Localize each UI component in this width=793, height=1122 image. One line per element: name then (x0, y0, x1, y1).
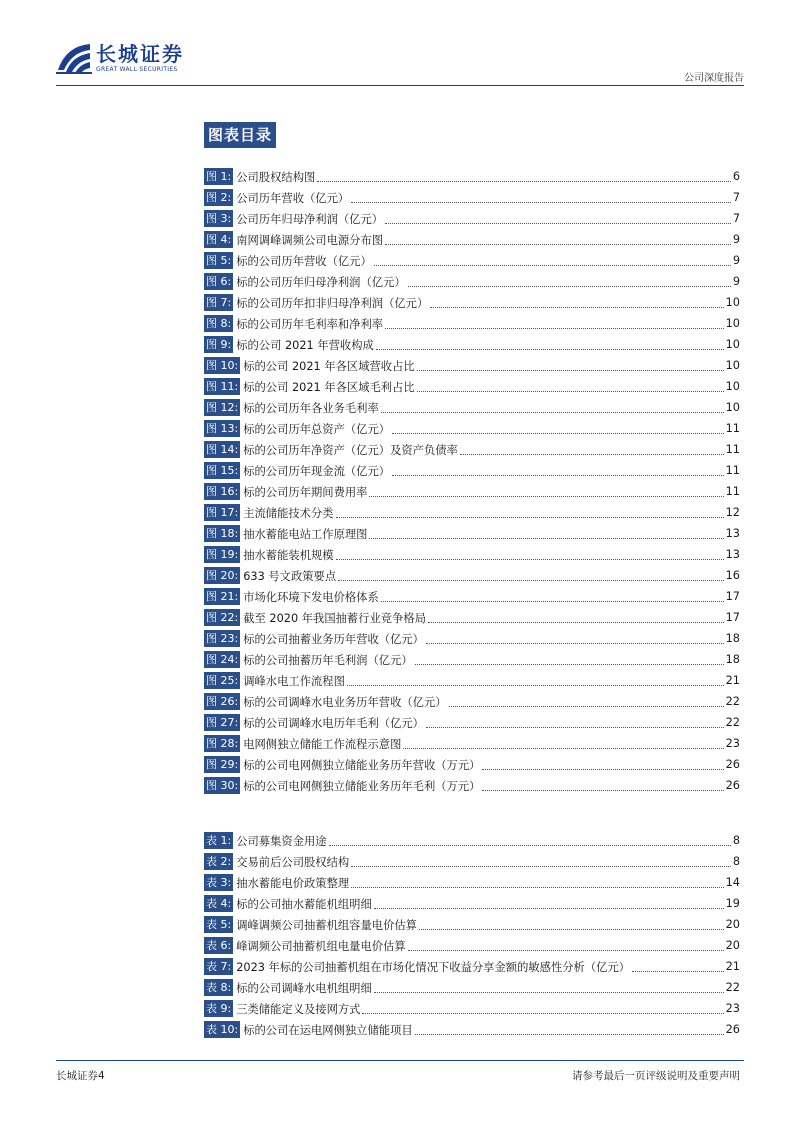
dot-leader (385, 234, 731, 245)
entry-tag: 表 2: (206, 855, 232, 868)
entry-page-number[interactable]: 6 (732, 170, 740, 183)
entry-title[interactable]: 调峰调频公司抽蓄机组容量电价估算 (236, 918, 417, 932)
entry-page-number[interactable]: 23 (725, 1002, 740, 1015)
dot-leader (381, 591, 724, 602)
entry-page-number[interactable]: 19 (725, 897, 740, 910)
dot-leader (329, 835, 731, 846)
entry-tag: 图 22: (206, 611, 239, 624)
table-entry[interactable] (204, 830, 740, 851)
entry-tag: 图 14: (206, 443, 239, 456)
entry-tag: 图 11: (206, 380, 239, 393)
entry-page-number[interactable]: 8 (732, 855, 740, 868)
dot-leader (351, 192, 731, 203)
entry-tag: 图 26: (206, 695, 239, 708)
dot-leader (415, 654, 724, 665)
figure-entry[interactable] (204, 187, 740, 208)
table-entry[interactable] (204, 977, 740, 998)
entry-page-number[interactable]: 12 (725, 506, 740, 519)
table-entry[interactable] (204, 998, 740, 1019)
dot-leader (408, 276, 731, 287)
entry-title[interactable]: 标的公司历年期间费用率 (243, 485, 368, 499)
dot-leader (408, 940, 724, 951)
entry-tag: 图 21: (206, 590, 239, 603)
figure-entry[interactable] (204, 313, 740, 334)
entry-title[interactable]: 标的公司调峰水电历年毛利（亿元） (243, 716, 424, 730)
report-type-label: 公司深度报告 (684, 73, 744, 84)
entry-title[interactable]: 标的公司历年扣非归母净利润（亿元） (236, 296, 429, 310)
entry-page-number[interactable]: 17 (725, 590, 740, 603)
entry-page-number[interactable]: 26 (725, 758, 740, 771)
dot-leader (351, 856, 731, 867)
footer-disclaimer: 请参考最后一页评级说明及重要声明 (572, 1070, 740, 1082)
table-entry[interactable] (204, 872, 740, 893)
entry-page-number[interactable]: 22 (725, 716, 740, 729)
entry-page-number[interactable]: 10 (725, 401, 740, 414)
entry-page-number[interactable]: 10 (725, 338, 740, 351)
entry-title[interactable]: 截至 2020 年我国抽蓄行业竞争格局 (243, 611, 426, 625)
dot-leader (351, 877, 723, 888)
entry-page-number[interactable]: 18 (725, 653, 740, 666)
dot-leader (392, 465, 724, 476)
figure-entry[interactable] (204, 733, 740, 754)
entry-page-number[interactable]: 11 (725, 443, 740, 456)
logo-english-name: GREAT WALL SECURITIES (96, 65, 178, 73)
entry-title[interactable]: 公司历年营收（亿元） (236, 191, 350, 205)
entry-title[interactable]: 市场化环境下发电价格体系 (243, 590, 379, 604)
entry-tag: 图 10: (206, 359, 239, 372)
dot-leader (374, 255, 731, 266)
table-entry[interactable] (204, 893, 740, 914)
entry-page-number[interactable]: 9 (732, 275, 740, 288)
entry-page-number[interactable]: 7 (732, 191, 740, 204)
entry-title[interactable]: 标的公司历年各业务毛利率 (243, 401, 379, 415)
entry-title[interactable]: 抽水蓄能装机规模 (243, 548, 334, 562)
dot-leader (336, 549, 724, 560)
company-logo (56, 40, 184, 76)
figure-entry[interactable] (204, 460, 740, 481)
dot-leader (430, 297, 723, 308)
entry-tag: 表 9: (206, 1002, 232, 1015)
entry-tag: 表 8: (206, 981, 232, 994)
figure-entry[interactable] (204, 523, 740, 544)
entry-title[interactable]: 调峰水电工作流程图 (243, 674, 345, 688)
entry-page-number[interactable]: 21 (725, 960, 740, 973)
entry-tag: 表 7: (206, 960, 232, 973)
figure-entry[interactable] (204, 397, 740, 418)
entry-title[interactable]: 标的公司抽水蓄能机组明细 (236, 897, 372, 911)
entry-title[interactable]: 标的公司在运电网侧独立储能项目 (243, 1023, 413, 1037)
entry-title[interactable]: 标的公司 2021 年各区域营收占比 (243, 359, 415, 373)
table-entry[interactable] (204, 935, 740, 956)
figure-entry[interactable] (204, 544, 740, 565)
entry-page-number[interactable]: 17 (725, 611, 740, 624)
dot-leader (338, 570, 723, 581)
figure-entry[interactable] (204, 439, 740, 460)
table-entry[interactable] (204, 956, 740, 977)
entry-title[interactable]: 公司股权结构图 (236, 170, 316, 184)
dot-leader (347, 675, 724, 686)
figure-entry[interactable] (204, 502, 740, 523)
figure-entry[interactable] (204, 418, 740, 439)
entry-tag: 图 17: (206, 506, 239, 519)
entry-title[interactable]: 主流储能技术分类 (243, 506, 334, 520)
entry-tag: 图 24: (206, 653, 239, 666)
figure-entry[interactable] (204, 292, 740, 313)
entry-page-number[interactable]: 11 (725, 485, 740, 498)
entry-title[interactable]: 三类储能定义及接网方式 (236, 1002, 361, 1016)
dot-leader (385, 213, 731, 224)
entry-title[interactable]: 标的公司调峰水电机组明细 (236, 981, 372, 995)
entry-tag: 图 13: (206, 422, 239, 435)
entry-page-number[interactable]: 13 (725, 548, 740, 561)
entry-tag: 表 4: (206, 897, 232, 910)
entry-tag: 表 1: (206, 834, 232, 847)
entry-tag: 图 28: (206, 737, 239, 750)
dot-leader (317, 171, 731, 182)
entry-tag: 图 8: (206, 317, 232, 330)
entry-title[interactable]: 标的公司抽蓄历年毛利润（亿元） (243, 653, 413, 667)
entry-page-number[interactable]: 20 (725, 918, 740, 931)
entry-tag: 图 5: (206, 254, 232, 267)
figure-entry[interactable] (204, 775, 740, 796)
dot-leader (449, 696, 724, 707)
entry-page-number[interactable]: 10 (725, 359, 740, 372)
entry-tag: 图 6: (206, 275, 232, 288)
entry-title[interactable]: 标的公司历年营收（亿元） (236, 254, 372, 268)
entry-tag: 表 3: (206, 876, 232, 889)
entry-title[interactable]: 标的公司 2021 年各区域毛利占比 (243, 380, 415, 394)
entry-page-number[interactable]: 10 (725, 296, 740, 309)
figure-entry[interactable] (204, 481, 740, 502)
entry-tag: 图 19: (206, 548, 239, 561)
figure-entry[interactable] (204, 691, 740, 712)
entry-title[interactable]: 标的公司历年毛利率和净利率 (236, 317, 384, 331)
figure-entry[interactable] (204, 607, 740, 628)
dot-leader (428, 612, 724, 623)
dot-leader (460, 444, 724, 455)
entry-title[interactable]: 峰调频公司抽蓄机组电量电价估算 (236, 939, 406, 953)
figure-entry[interactable] (204, 166, 740, 187)
figure-entry[interactable] (204, 670, 740, 691)
entry-page-number[interactable]: 26 (725, 1023, 740, 1036)
figure-entry[interactable] (204, 250, 740, 271)
entry-page-number[interactable]: 10 (725, 317, 740, 330)
footer-page-label: 长城证券4 (56, 1070, 105, 1082)
footer-divider (56, 1060, 744, 1061)
dot-leader (376, 339, 724, 350)
entry-title[interactable]: 交易前后公司股权结构 (236, 855, 350, 869)
entry-title[interactable]: 公司历年归母净利润（亿元） (236, 212, 384, 226)
entry-page-number[interactable]: 9 (732, 233, 740, 246)
entry-tag: 图 15: (206, 464, 239, 477)
entry-tag: 图 2: (206, 191, 232, 204)
entry-title[interactable]: 公司募集资金用途 (236, 834, 327, 848)
entry-title[interactable]: 抽水蓄能电价政策整理 (236, 876, 350, 890)
figure-entry[interactable] (204, 229, 740, 250)
entry-tag: 图 12: (206, 401, 239, 414)
entry-tag: 图 3: (206, 212, 232, 225)
entry-page-number[interactable]: 20 (725, 939, 740, 952)
entry-title[interactable]: 标的公司抽蓄业务历年营收（亿元） (243, 632, 424, 646)
entry-tag: 图 1: (206, 170, 232, 183)
dot-leader (374, 898, 724, 909)
entry-title[interactable]: 标的公司历年现金流（亿元） (243, 464, 391, 478)
entry-page-number[interactable]: 21 (725, 674, 740, 687)
entry-page-number[interactable]: 8 (732, 834, 740, 847)
entry-page-number[interactable]: 11 (725, 464, 740, 477)
figure-entry[interactable] (204, 712, 740, 733)
table-entry[interactable] (204, 1019, 740, 1040)
entry-tag: 表 5: (206, 918, 232, 931)
great-wall-logo-icon (56, 40, 92, 76)
dot-leader (482, 780, 723, 791)
entry-tag: 图 16: (206, 485, 239, 498)
dot-leader (362, 1003, 723, 1014)
dot-leader (426, 717, 724, 728)
entry-title[interactable]: 标的公司 2021 年营收构成 (236, 338, 374, 352)
figure-entry[interactable] (204, 376, 740, 397)
entry-tag: 图 29: (206, 758, 239, 771)
entry-page-number[interactable]: 16 (725, 569, 740, 582)
entry-tag: 图 27: (206, 716, 239, 729)
dot-leader (426, 633, 724, 644)
entry-title[interactable]: 标的公司历年总资产（亿元） (243, 422, 391, 436)
dot-leader (392, 423, 724, 434)
entry-tag: 图 4: (206, 233, 232, 246)
entry-page-number[interactable]: 7 (732, 212, 740, 225)
dot-leader (482, 759, 723, 770)
entry-tag: 图 9: (206, 338, 232, 351)
entry-title[interactable]: 标的公司电网侧独立储能业务历年营收（万元） (243, 758, 481, 772)
entry-tag: 图 25: (206, 674, 239, 687)
dot-leader (419, 919, 724, 930)
figure-entry[interactable] (204, 271, 740, 292)
dot-leader (403, 738, 723, 749)
figure-entry[interactable] (204, 754, 740, 775)
entry-title[interactable]: 南网调峰调频公司电源分布图 (236, 233, 384, 247)
entry-tag: 图 18: (206, 527, 239, 540)
entry-page-number[interactable]: 22 (725, 981, 740, 994)
header-divider (56, 85, 744, 86)
entry-title[interactable]: 标的公司历年归母净利润（亿元） (236, 275, 406, 289)
entry-page-number[interactable]: 10 (725, 380, 740, 393)
entry-title[interactable]: 抽水蓄能电站工作原理图 (243, 527, 368, 541)
dot-leader (374, 982, 724, 993)
dot-leader (632, 961, 724, 972)
toc-title: 图表目录 (204, 122, 276, 148)
dot-leader (381, 402, 724, 413)
entry-tag: 图 20: (206, 569, 239, 582)
figure-entry[interactable] (204, 649, 740, 670)
figure-entry[interactable] (204, 208, 740, 229)
page-header (56, 40, 744, 88)
entry-page-number[interactable]: 14 (725, 876, 740, 889)
entry-tag: 表 6: (206, 939, 232, 952)
entry-tag: 图 30: (206, 779, 239, 792)
entry-tag: 表 10: (206, 1023, 239, 1036)
entry-page-number[interactable]: 22 (725, 695, 740, 708)
figure-list (204, 166, 740, 796)
table-entry[interactable] (204, 914, 740, 935)
entry-title[interactable]: 标的公司历年净资产（亿元）及资产负债率 (243, 443, 458, 457)
entry-page-number[interactable]: 9 (732, 254, 740, 267)
entry-title[interactable]: 633 号文政策要点 (243, 569, 337, 583)
dot-leader (369, 486, 723, 497)
figure-entry[interactable] (204, 565, 740, 586)
entry-page-number[interactable]: 11 (725, 422, 740, 435)
entry-page-number[interactable]: 26 (725, 779, 740, 792)
entry-title[interactable]: 标的公司调峰水电业务历年营收（亿元） (243, 695, 447, 709)
dot-leader (369, 528, 723, 539)
entry-tag: 图 23: (206, 632, 239, 645)
dot-leader (336, 507, 724, 518)
dot-leader (417, 360, 724, 371)
entry-page-number[interactable]: 13 (725, 527, 740, 540)
figure-entry[interactable] (204, 628, 740, 649)
logo-chinese-name: 长城证券 (96, 41, 184, 66)
figure-entry[interactable] (204, 355, 740, 376)
entry-page-number[interactable]: 18 (725, 632, 740, 645)
table-list (204, 830, 740, 1040)
entry-title[interactable]: 电网侧独立储能工作流程示意图 (243, 737, 402, 751)
entry-page-number[interactable]: 23 (725, 737, 740, 750)
figure-entry[interactable] (204, 334, 740, 355)
entry-tag: 图 7: (206, 296, 232, 309)
table-entry[interactable] (204, 851, 740, 872)
entry-title[interactable]: 2023 年标的公司抽蓄机组在市场化情况下收益分享金额的敏感性分析（亿元） (236, 960, 631, 974)
entry-title[interactable]: 标的公司电网侧独立储能业务历年毛利（万元） (243, 779, 481, 793)
dot-leader (385, 318, 724, 329)
figure-entry[interactable] (204, 586, 740, 607)
dot-leader (415, 1024, 724, 1035)
dot-leader (417, 381, 724, 392)
